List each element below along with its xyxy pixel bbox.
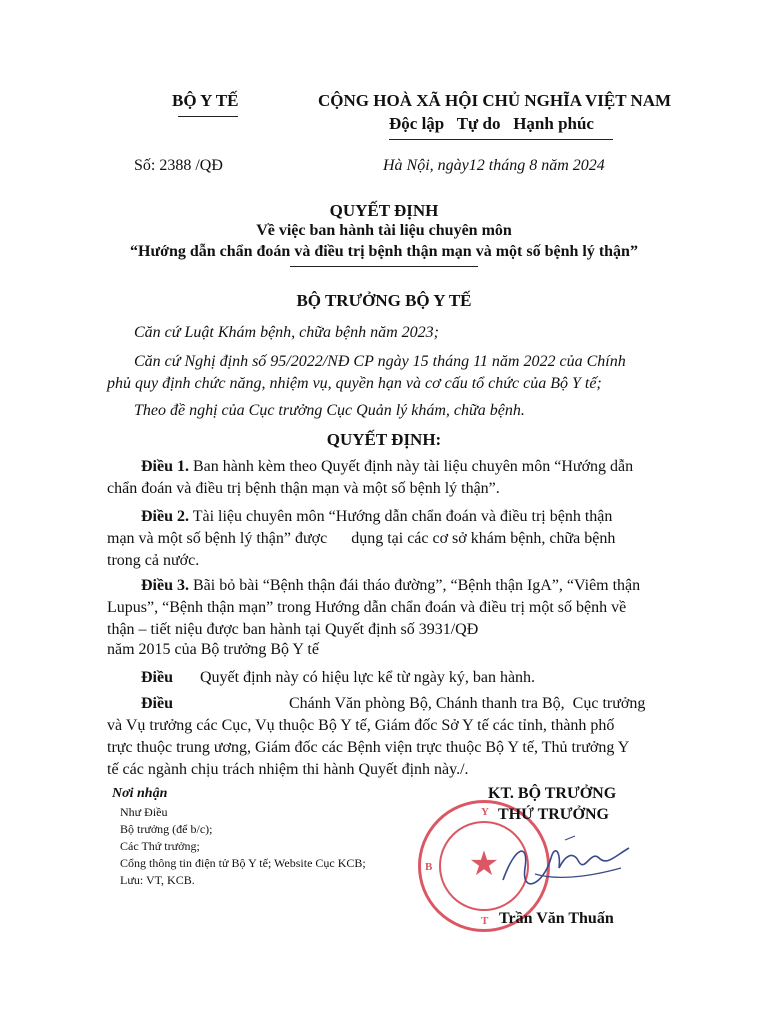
signer-name: Trần Văn Thuấn [499, 910, 614, 927]
article-3-line3: thận – tiết niệu được ban hành tại Quyết định số 3931/QĐ [107, 621, 479, 638]
decision-heading: QUYẾT ĐỊNH: [326, 430, 442, 449]
recipient-item: Lưu: VT, KCB. [120, 873, 195, 887]
country-name: CỘNG HOÀ XÃ HỘI CHỦ NGHĨA VIỆT NAM [318, 91, 672, 110]
legal-basis-3: Theo đề nghị của Cục trưởng Cục Quản lý khám, chữa bệnh. [134, 402, 525, 419]
document-number: Số: 2388 /QĐ [134, 157, 223, 174]
handwritten-signature-icon [495, 828, 635, 898]
signature-capacity: KT. BỘ TRƯỞNG [488, 785, 617, 802]
ministry-name: BỘ Y TẾ [172, 91, 239, 110]
article-5-line4: tế các ngành chịu trách nhiệm thi hành Quyết định này./. [107, 761, 469, 778]
seal-letter-bottom: T [481, 915, 489, 927]
recipients-list [120, 804, 366, 889]
document-date: Hà Nội, ngày12 tháng 8 năm 2024 [383, 157, 605, 174]
article-3-line4: năm 2015 của Bộ trưởng Bộ Y tế [107, 641, 319, 658]
article-1-line2: chẩn đoán và điều trị bệnh thận mạn và một số bệnh lý thận”. [107, 480, 500, 497]
document-subject-line1: Về việc ban hành tài liệu chuyên môn [256, 222, 512, 239]
national-motto: Độc lập Tự do Hạnh phúc [389, 114, 594, 133]
article-4-text: Quyết định này có hiệu lực kể từ ngày ký, ban hành. [200, 669, 536, 686]
article-3-line2: Lupus”, “Bệnh thận mạn” trong Hướng dẫn chẩn đoán và điều trị một số bệnh về [107, 599, 627, 616]
article-4-label: Điều [141, 669, 173, 686]
seal-star-icon: ★ [468, 846, 500, 883]
document-title: QUYẾT ĐỊNH [329, 201, 439, 220]
article-2-line1: Điều 2. Tài liệu chuyên môn “Hướng dẫn chẩn đoán và điều trị bệnh thận [141, 508, 613, 525]
legal-basis-2: Căn cứ Nghị định số 95/2022/NĐ CP ngày 15 tháng 11 năm 2022 của Chính [134, 353, 626, 370]
recipient-item: Cổng thông tin điện tử Bộ Y tế; Website Cục KCB; [120, 856, 366, 870]
legal-basis-2-cont: phủ quy định chức năng, nhiệm vụ, quyền hạn và cơ cấu tổ chức của Bộ Y tế; [107, 375, 602, 392]
title-underline [290, 266, 478, 267]
recipient-item: Bộ trưởng (để b/c); [120, 822, 213, 836]
article-5-line3: trực thuộc trung ương, Giám đốc các Bệnh viện trực thuộc Bộ Y tế, Thủ trưởng Y [107, 739, 630, 756]
article-3-line1: Điều 3. Bãi bỏ bài “Bệnh thận đái tháo đường”, “Bệnh thận IgA”, “Viêm thận [141, 577, 641, 594]
article-2-line2: mạn và một số bệnh lý thận” được dụng tại các cơ sở khám bệnh, chữa bệnh [107, 530, 616, 547]
article-1-line1: Điều 1. Ban hành kèm theo Quyết định này tài liệu chuyên môn “Hướng dẫn [141, 458, 634, 475]
motto-underline [389, 139, 613, 140]
article-5-line1: Chánh Văn phòng Bộ, Chánh thanh tra Bộ, Cục trưởng [289, 695, 646, 712]
recipients-title: Nơi nhận [112, 786, 168, 801]
ministry-underline [178, 116, 238, 117]
seal-letter-top: Y [481, 806, 489, 818]
signature-title: THỨ TRƯỞNG [498, 806, 609, 823]
recipient-item: Các Thứ trưởng; [120, 839, 200, 853]
article-5-label: Điều [141, 695, 173, 712]
seal-letter-left: B [425, 861, 433, 873]
recipient-item: Như Điều [120, 805, 168, 819]
article-2-line3: trong cả nước. [107, 552, 200, 569]
issuing-authority: BỘ TRƯỞNG BỘ Y TẾ [296, 291, 472, 310]
document-subject-line2: “Hướng dẫn chẩn đoán và điều trị bệnh thận mạn và một số bệnh lý thận” [130, 243, 638, 260]
legal-basis-1: Căn cứ Luật Khám bệnh, chữa bệnh năm 2023; [134, 324, 439, 341]
article-5-line2: và Vụ trưởng các Cục, Vụ thuộc Bộ Y tế, Giám đốc Sở Y tế các tỉnh, thành phố [107, 717, 615, 734]
